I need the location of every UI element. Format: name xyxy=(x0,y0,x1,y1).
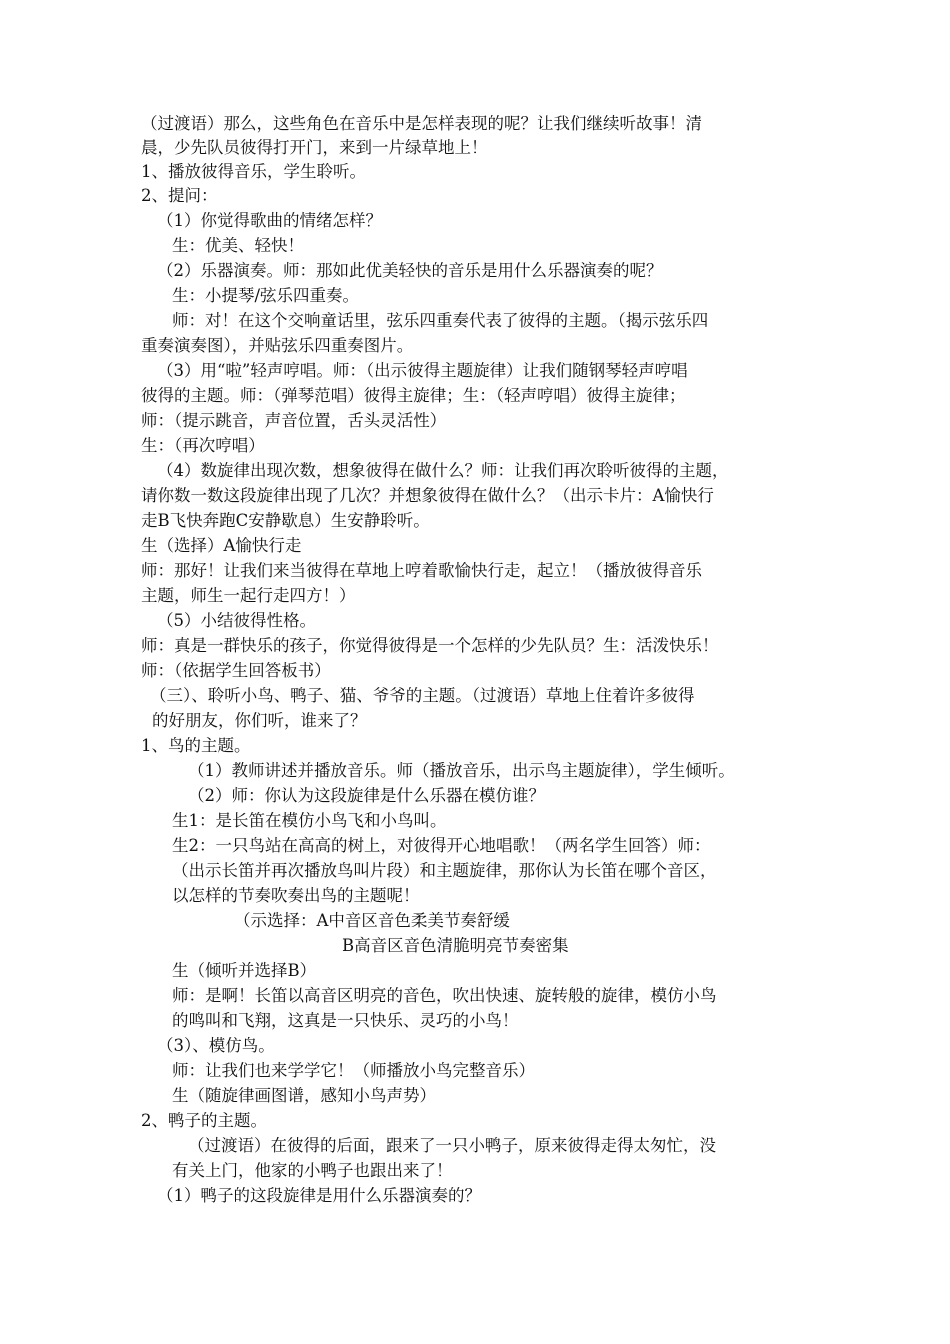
text-line: 师：是啊！长笛以高音区明亮的音色，吹出快速、旋转般的旋律，模仿小鸟 xyxy=(172,986,717,1005)
text-line: 走B飞快奔跑C安静歇息）生安静聆听。 xyxy=(141,511,430,530)
text-line: 生1：是长笛在模仿小鸟飞和小鸟叫。 xyxy=(172,811,447,830)
text-line: （2）乐器演奏。师：那如此优美轻快的音乐是用什么乐器演奏的呢？ xyxy=(157,261,663,280)
text-line: 请你数一数这段旋律出现了几次？并想象彼得在做什么？（出示卡片：A愉快行 xyxy=(141,486,714,505)
text-line: （1）鸭子的这段旋律是用什么乐器演奏的？ xyxy=(157,1186,481,1205)
text-line: （2）师：你认为这段旋律是什么乐器在模仿谁？ xyxy=(188,786,545,805)
text-line: 生：小提琴/弦乐四重奏。 xyxy=(172,286,360,305)
text-line: 生：（再次哼唱） xyxy=(141,436,265,455)
text-line: 2、鸭子的主题。 xyxy=(141,1111,267,1130)
text-line: 生（随旋律画图谱，感知小鸟声势） xyxy=(172,1086,436,1105)
text-line: 师：让我们也来学学它！（师播放小鸟完整音乐） xyxy=(172,1061,535,1080)
text-line: （3）、模仿鸟。 xyxy=(157,1036,275,1055)
text-line: 1、鸟的主题。 xyxy=(141,736,251,755)
text-line: （出示长笛并再次播放鸟叫片段）和主题旋律，那你认为长笛在哪个音区， xyxy=(172,861,717,880)
text-line: （示选择：A中音区音色柔美节奏舒缓 xyxy=(234,911,510,930)
text-line: B高音区音色清脆明亮节奏密集 xyxy=(342,936,569,955)
text-line: 生：优美、轻快！ xyxy=(172,236,304,255)
text-line: 师：（提示跳音，声音位置，舌头灵活性） xyxy=(141,411,447,430)
text-line: （4）数旋律出现次数，想象彼得在做什么？师：让我们再次聆听彼得的主题， xyxy=(157,461,729,480)
text-line: 1、播放彼得音乐，学生聆听。 xyxy=(141,162,366,181)
text-line: 生（倾听并选择B） xyxy=(172,961,317,980)
text-line: 师：那好！让我们来当彼得在草地上哼着歌愉快行走，起立！（播放彼得音乐 xyxy=(141,561,702,580)
text-line: （过渡语）在彼得的后面，跟来了一只小鸭子，原来彼得走得太匆忙，没 xyxy=(188,1136,716,1155)
text-line: 晨，少先队员彼得打开门，来到一片绿草地上！ xyxy=(141,138,488,157)
text-line: 彼得的主题。师：（弹琴范唱）彼得主旋律；生：（轻声哼唱）彼得主旋律； xyxy=(141,386,686,405)
text-line: （1）你觉得歌曲的情绪怎样？ xyxy=(157,211,382,230)
text-line: 师：真是一群快乐的孩子，你觉得彼得是一个怎样的少先队员？生：活泼快乐！ xyxy=(141,636,719,655)
text-line: （三）、聆听小鸟、鸭子、猫、爷爷的主题。（过渡语）草地上住着许多彼得 xyxy=(150,686,695,705)
text-line: （3）用“啦”轻声哼唱。师：（出示彼得主题旋律）让我们随钢琴轻声哼唱 xyxy=(157,361,688,380)
text-line: 重奏演奏图），并贴弦乐四重奏图片。 xyxy=(141,336,414,355)
text-line: 有关上门，他家的小鸭子也跟出来了！ xyxy=(172,1161,453,1180)
text-line: 师：对！在这个交响童话里，弦乐四重奏代表了彼得的主题。（揭示弦乐四 xyxy=(172,311,709,330)
text-line: 生2：一只鸟站在高高的树上，对彼得开心地唱歌！（两名学生回答）师： xyxy=(172,836,711,855)
text-line: （过渡语）那么，这些角色在音乐中是怎样表现的呢？让我们继续听故事！清 xyxy=(141,114,702,133)
text-line: 的鸣叫和飞翔，这真是一只快乐、灵巧的小鸟！ xyxy=(172,1011,519,1030)
text-line: （1）教师讲述并播放音乐。师（播放音乐，出示鸟主题旋律），学生倾听。 xyxy=(188,761,735,780)
text-line: 的好朋友，你们听，谁来了？ xyxy=(152,711,367,730)
text-line: 2、提问： xyxy=(141,186,218,205)
text-line: 主题，师生一起行走四方！） xyxy=(141,586,356,605)
text-line: （5）小结彼得性格。 xyxy=(157,611,316,630)
text-line: 生（选择）A愉快行走 xyxy=(141,536,302,555)
text-line: 师：（依据学生回答板书） xyxy=(141,661,331,680)
text-line: 以怎样的节奏吹奏出鸟的主题呢！ xyxy=(172,886,420,905)
